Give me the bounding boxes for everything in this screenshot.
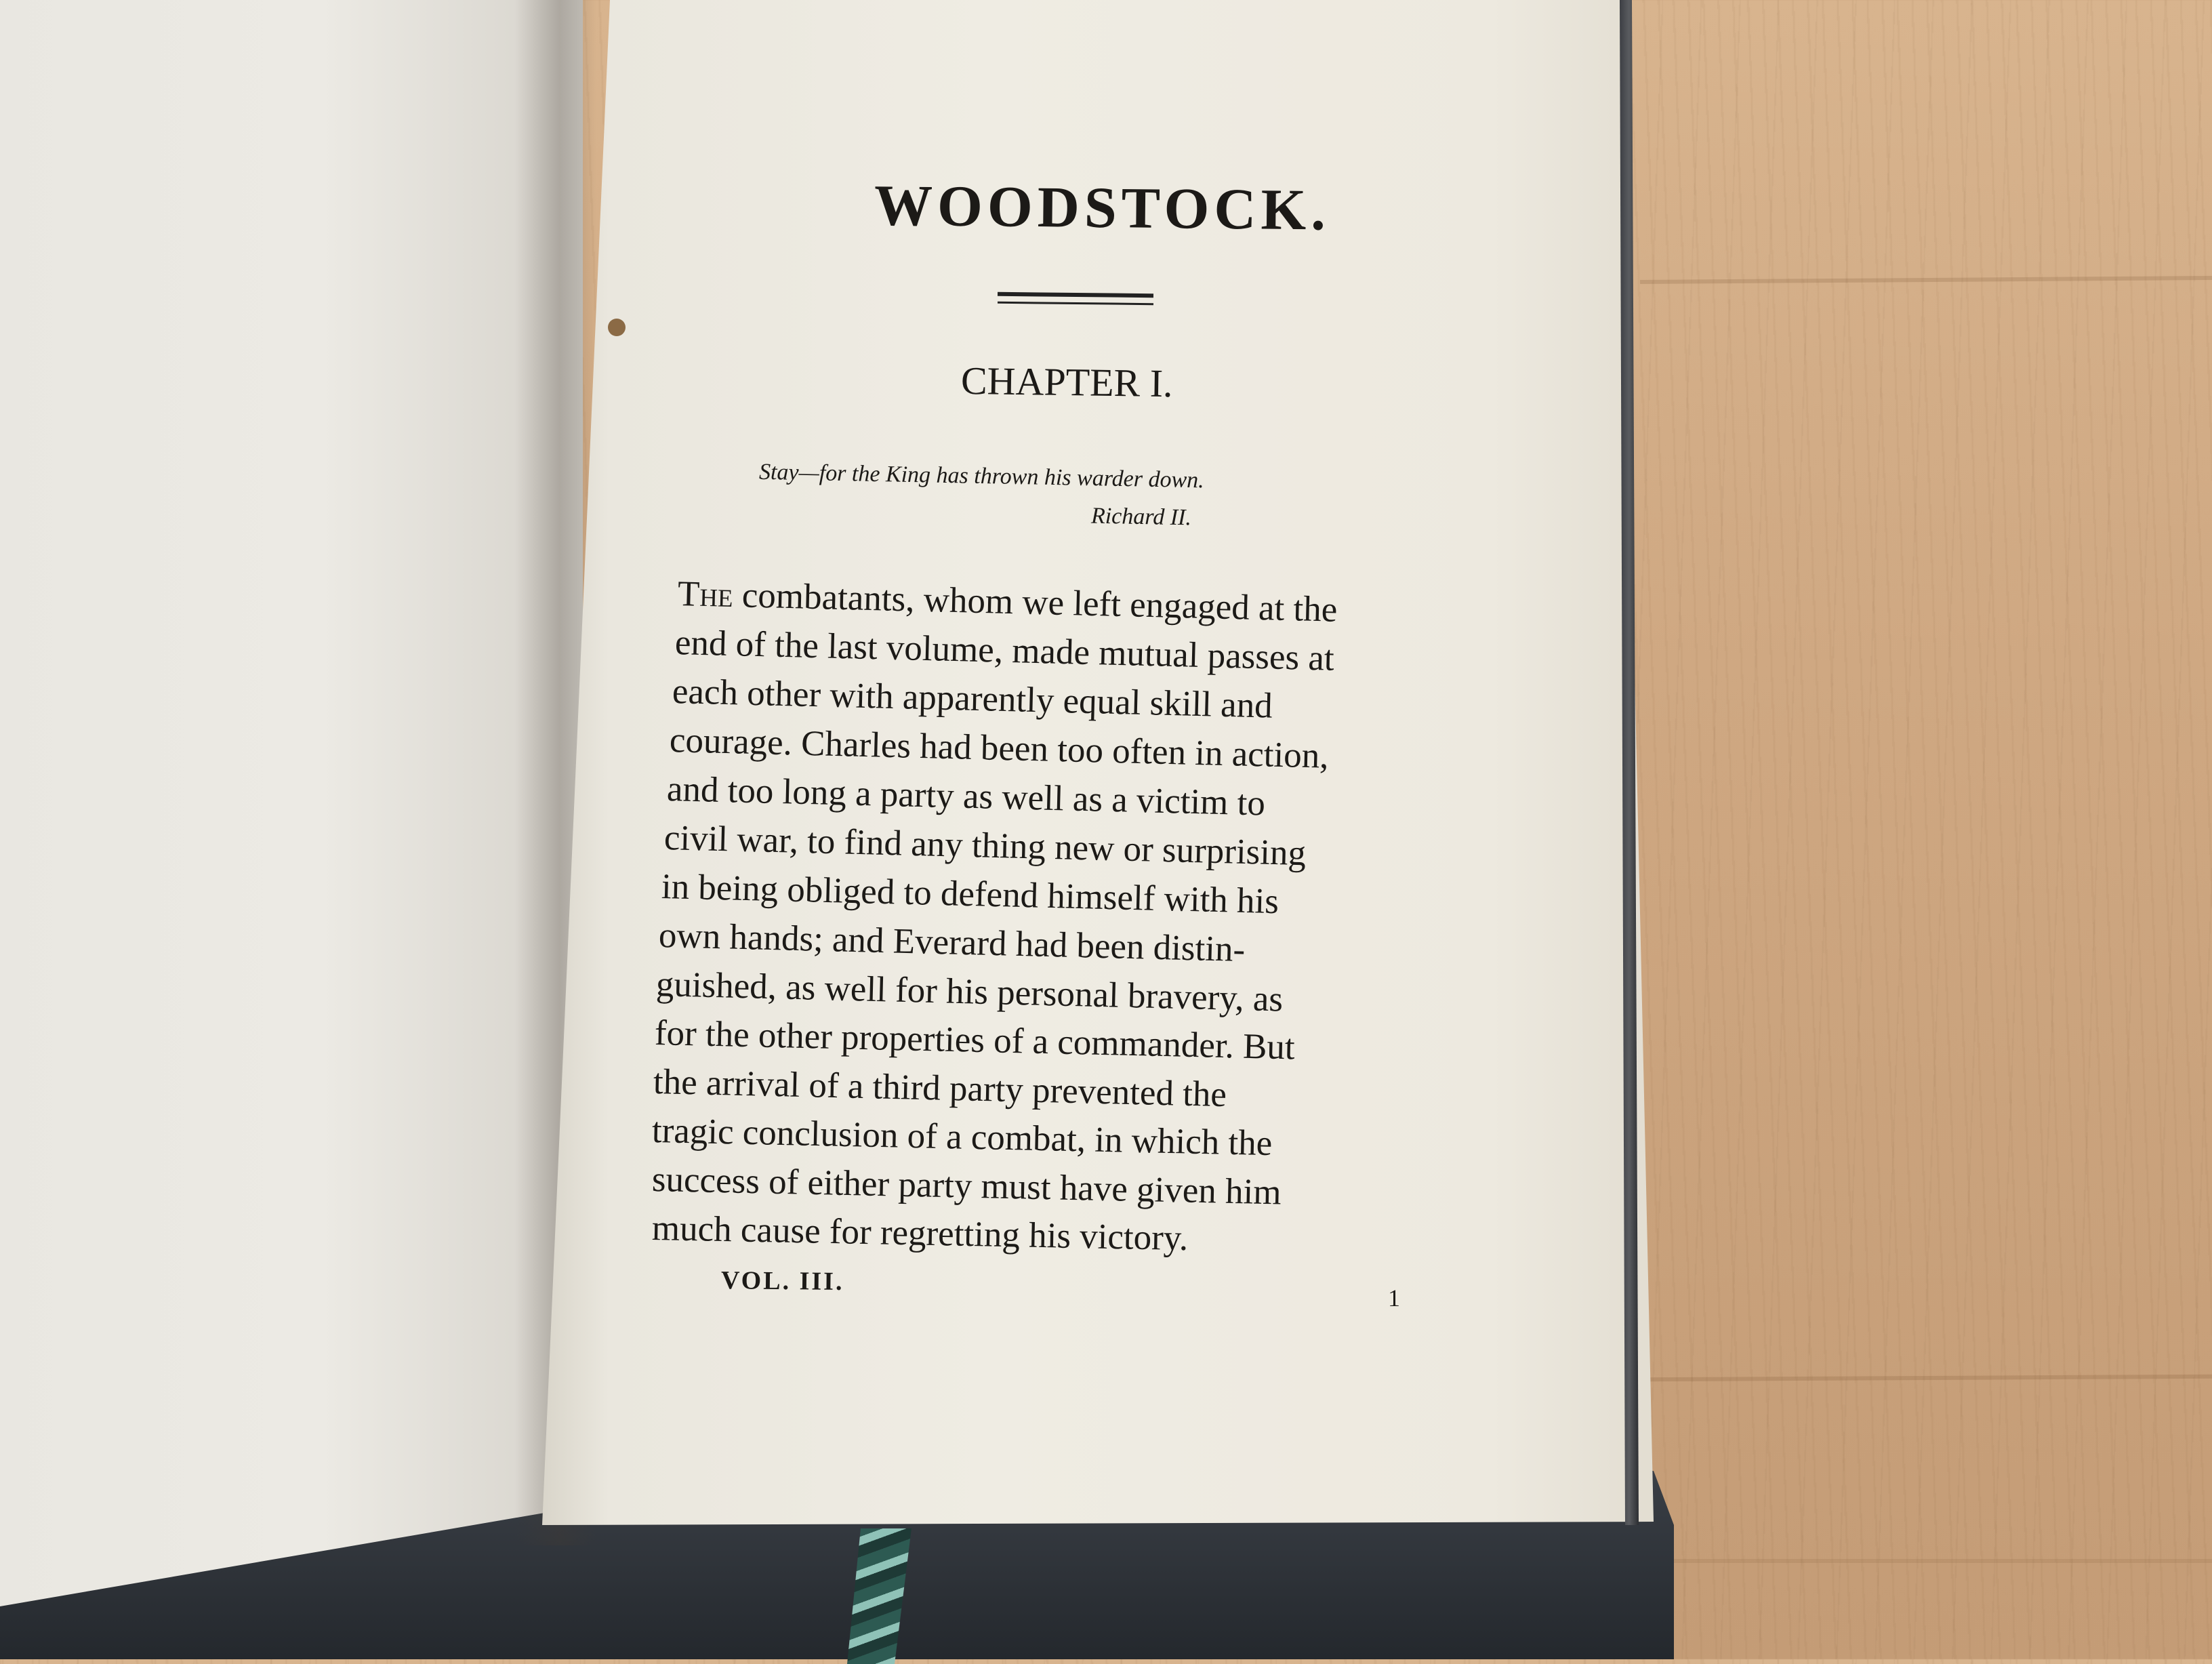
left-page-bleed-through	[81, 935, 117, 1005]
body-line: each other with apparently equal skill and	[672, 672, 1273, 726]
floor-plank-seam	[1640, 1375, 2212, 1381]
epigraph-source: Richard II.	[1090, 503, 1192, 531]
body-line: the arrival of a third party prevented the	[653, 1062, 1227, 1115]
body-line: The combatants, whom we left engaged at the	[677, 574, 1338, 630]
body-line: for the other properties of a commander. But	[654, 1013, 1296, 1068]
body-line: much cause for regretting his victory.	[651, 1209, 1189, 1259]
footer-volume: VOL. III.	[720, 1266, 844, 1296]
body-line: success of either party must have given him	[651, 1160, 1282, 1213]
left-page	[0, 0, 583, 1606]
body-line: courage. Charles had been too often in action,	[669, 721, 1330, 776]
lead-smallcaps: The	[677, 574, 734, 615]
body-line: own hands; and Everard had been distin-	[658, 916, 1246, 970]
body-line: guished, as well for his personal bravery, as	[655, 965, 1284, 1019]
epigraph: Stay—for the King has thrown his warder down.	[758, 459, 1205, 493]
footer-signature: 1	[1388, 1284, 1400, 1312]
paper-speck	[608, 319, 626, 336]
body-line: in being obliged to defend himself with his	[661, 867, 1279, 922]
body-line: civil war, to find any thing new or surprising	[663, 818, 1307, 874]
chapter-heading: CHAPTER I.	[960, 358, 1174, 406]
body-line: and too long a party as well as a victim to	[666, 769, 1266, 824]
body-line: tragic conclusion of a combat, in which the	[651, 1111, 1273, 1164]
book-title: WOODSTOCK.	[874, 172, 1331, 243]
floor-plank-seam	[1640, 276, 2212, 284]
body-line: end of the last volume, made mutual passes at	[674, 623, 1335, 678]
